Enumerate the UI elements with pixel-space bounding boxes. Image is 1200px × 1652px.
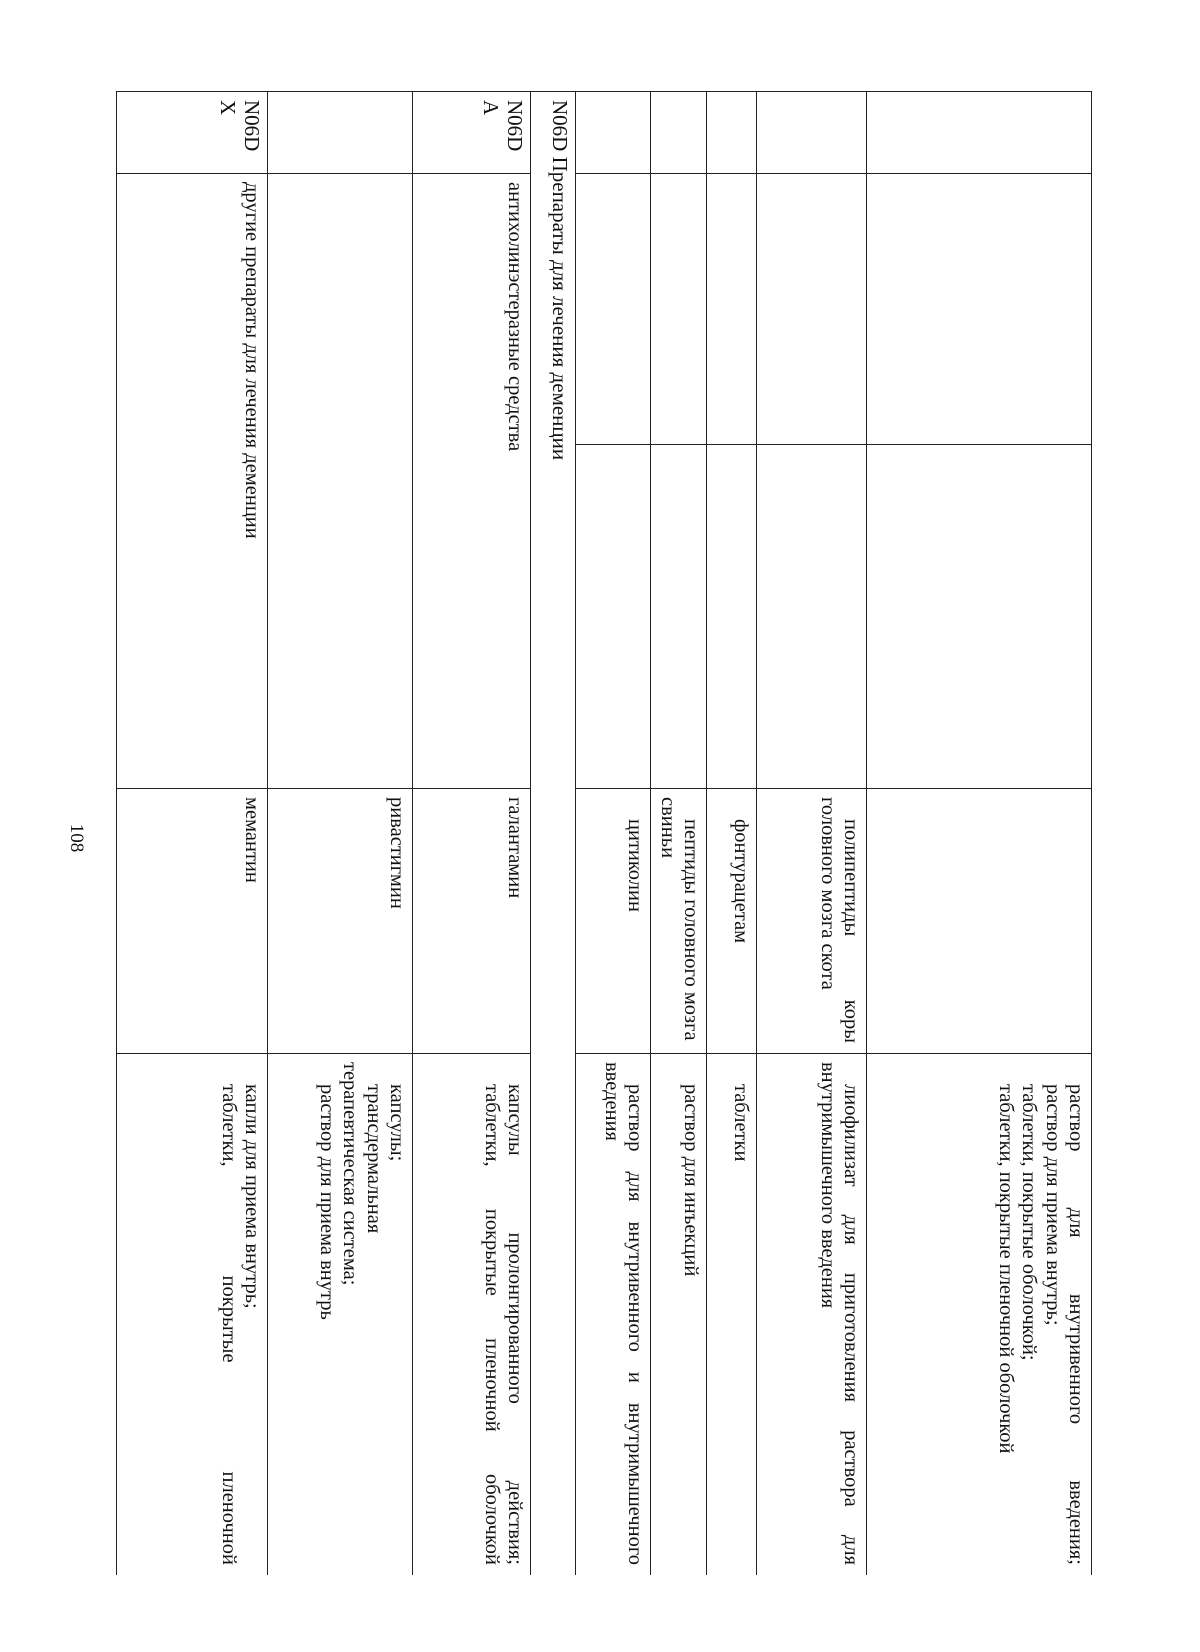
dosage-form: раствор для приема внутрь (315, 1084, 338, 1320)
group-cell: антихолинэстеразные средства (413, 174, 531, 789)
group-cell (268, 174, 413, 789)
drug-name-cell (867, 789, 1092, 1054)
table-row (413, 92, 531, 1576)
group-cell-2 (757, 445, 867, 789)
dosage-form: лиофилизат для приготовления раствора для внутримышечного введения (816, 1062, 862, 1565)
table-row (867, 92, 1092, 1576)
group-cell (757, 174, 867, 445)
group-cell-2 (707, 445, 757, 789)
dosage-form: таблетки, покрытые оболочкой; (1018, 1084, 1041, 1361)
dosage-forms-cell (576, 1054, 651, 1576)
atc-code-cell (867, 92, 1092, 174)
group-cell (651, 174, 707, 445)
group-cell-2 (867, 445, 1092, 789)
table-row (268, 92, 413, 1576)
group-cell (867, 174, 1092, 445)
table-row (651, 92, 707, 1576)
dosage-form: капсулы; (386, 1084, 408, 1162)
table-row (576, 92, 651, 1576)
group-cell: другие препараты для лечения деменции (117, 174, 268, 789)
rotated-table-area (116, 91, 1092, 1575)
dosage-form: трансдермальная терапевтическая система; (339, 1062, 385, 1286)
dosage-form: раствор для внутривенного и внутримышечного введения (600, 1062, 646, 1565)
drug-name-cell: полипептиды коры головного мозга скота (757, 789, 867, 1054)
dosage-form: таблетки, покрытые пленочной оболочкой (480, 1084, 503, 1565)
group-cell (707, 174, 757, 445)
dosage-form: раствор для инъекций (680, 1084, 702, 1277)
atc-code-cell (268, 92, 413, 174)
drug-name-cell: фонтурацетам (707, 789, 757, 1054)
table-row (117, 92, 268, 1576)
dosage-forms-cell (651, 1054, 707, 1576)
dosage-forms-cell (707, 1054, 757, 1576)
drug-name-cell: галантамин (413, 789, 531, 1054)
dosage-form: таблетки (730, 1084, 752, 1162)
atc-code-cell (651, 92, 707, 174)
dosage-forms-cell (268, 1054, 413, 1576)
table-row (757, 92, 867, 1576)
dosage-forms-cell (117, 1054, 268, 1576)
drug-name-cell: мемантин (117, 789, 268, 1054)
dosage-form: капсулы пролонгированного действия; (504, 1084, 526, 1565)
group-cell-2 (576, 445, 651, 789)
group-cell (576, 174, 651, 445)
dosage-forms-cell (867, 1054, 1092, 1576)
group-cell-2 (651, 445, 707, 789)
dosage-form: раствор для приема внутрь; (1041, 1084, 1064, 1326)
dosage-form: раствор для внутривенного введения; (1065, 1084, 1087, 1565)
section-row (531, 92, 576, 1576)
drug-table-wrapper (116, 91, 1092, 1575)
dosage-form: таблетки, покрытые пленочной оболочкой (994, 1084, 1017, 1454)
drug-name-cell: пептиды головного мозга свиньи (651, 789, 707, 1054)
atc-code-cell (707, 92, 757, 174)
atc-code-cell (757, 92, 867, 174)
atc-code-cell: N06DA (413, 92, 531, 174)
drug-name-cell: цитиколин (576, 789, 651, 1054)
dosage-form: таблетки, покрытые пленочной (217, 1084, 240, 1565)
page-number: 108 (66, 823, 87, 853)
dosage-form: капли для приема внутрь; (241, 1084, 263, 1309)
drug-table (116, 91, 1092, 1575)
section-title: N06D Препараты для лечения деменции (531, 92, 576, 1576)
dosage-forms-cell (757, 1054, 867, 1576)
dosage-forms-cell (413, 1054, 531, 1576)
drug-name-cell: ривастигмин (268, 789, 413, 1054)
table-row (707, 92, 757, 1576)
atc-code-cell: N06DX (117, 92, 268, 174)
atc-code-cell (576, 92, 651, 174)
